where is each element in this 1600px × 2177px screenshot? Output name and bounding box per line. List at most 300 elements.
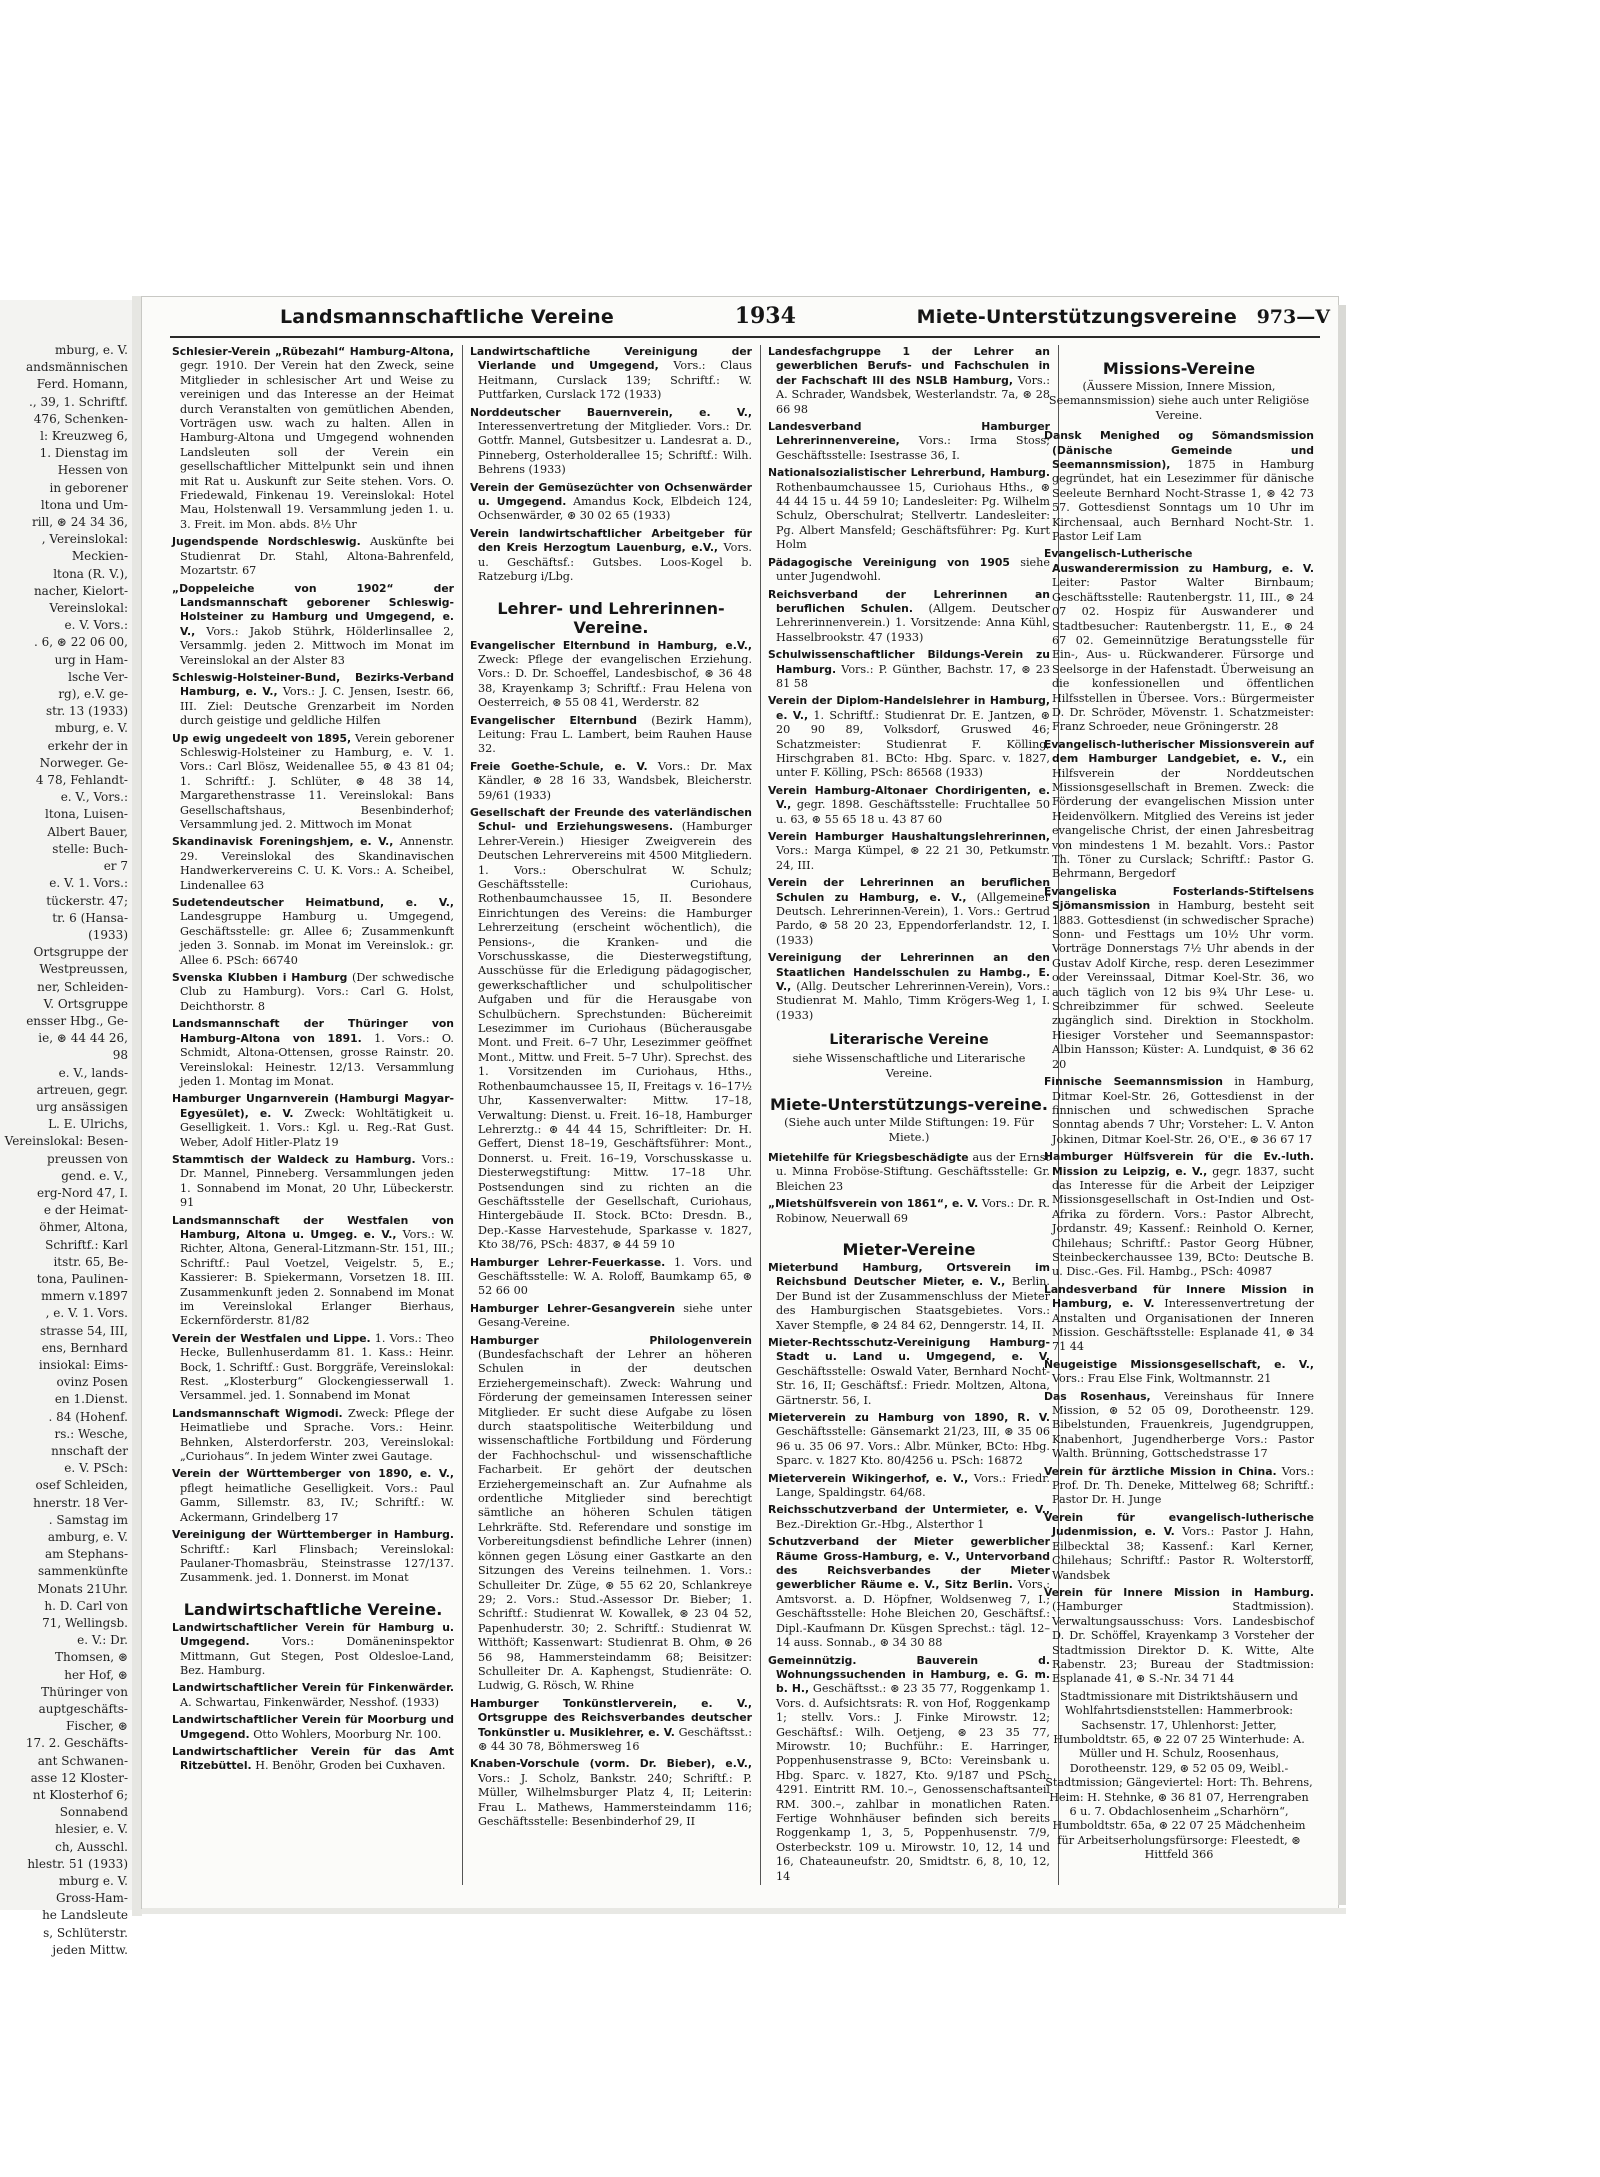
section-note: (Äussere Mission, Innere Mission, Seemannsmission) siehe auch unter Religiöse Vereine. xyxy=(1048,380,1310,422)
directory-entry xyxy=(768,466,1050,552)
directory-entry xyxy=(172,971,454,1014)
entry-body: Vors. u. Geschäftsf.: Gutsbes. Loos-Kogel b. Ratzeburg i/Lbg. xyxy=(478,541,752,584)
fragment-line: 476, Schenken- xyxy=(33,411,128,426)
entry-body: 1. Schriftf.: Studienrat Dr. E. Jantzen, ⊛ 20 90 89, Volksdorf, Gruswed 46; Schatzmeister: Studienrat F. Kölling, Hirschgraben 81. BCto: Hbg. Sparc. v. 1827, unter F. Kölling, PSch: 86568 (1933) xyxy=(776,708,1050,780)
entry-title: Pädagogische Vereinigung von 1905 xyxy=(768,555,1010,569)
directory-entry xyxy=(768,830,1050,873)
directory-entry xyxy=(470,481,752,524)
fragment-line: hnerstr. 18 Ver- xyxy=(33,1495,128,1510)
directory-entry xyxy=(768,648,1050,691)
entry-body: Verein geborener Schleswig-Holsteiner zu Hamburg, e. V. 1. Vors.: Carl Blösz, Weidenallee 55, ⊛ 43 81 04; 1. Schriftf.: J. Schlüter, ⊛ 48 38 14, Margarethenstrasse 11. Vereinslokal: Bans Gesellschaftshaus, Besenbinderhof; Versammlung jed. 2. Mittwoch im Monat xyxy=(180,731,455,831)
entry-body: Vors.: Irma Stoss; Geschäftsstelle: Isestrasse 36, I. xyxy=(776,434,1050,462)
entry-body: ein Hilfsverein der Norddeutschen Missionsgesellschaft in Bremen. Zweck: die Förderung der evangelischen Mission unter Heidenvölkern. Mitglied des Vereins ist jeder evangelische Christ, der einen Jahresbeitrag von mindestens 1 M. bezahlt. Vors.: Pastor Th. Töner zu Curslack; Schriftf.: Pastor G. Behrmann, Bergedorf xyxy=(1052,752,1315,881)
entry-title: Landesfachgruppe 1 der Lehrer an gewerblichen Berufs- und Fachschulen in der Fachschaft III des NSLB Hamburg, xyxy=(768,345,1050,387)
entry-body: Vors.: Dr. R. Robinow, Neuerwall 69 xyxy=(776,1197,1050,1225)
entry-title: Reichsverband der Lehrerinnen an beruflichen Schulen. xyxy=(768,587,1050,615)
fragment-line: str. 13 (1933) xyxy=(45,704,128,719)
directory-entry xyxy=(470,760,752,803)
fragment-line: e. V., lands- xyxy=(58,1065,128,1080)
fragment-line: nacher, Kielort- xyxy=(33,583,128,598)
fragment-line: insiokal: Eims- xyxy=(38,1357,128,1372)
fragment-line: andsmännischen xyxy=(26,360,128,375)
entry-title: Mieter-Rechtsschutz-Vereinigung Hamburg-Stadt u. Land u. Umgegend, e. V. xyxy=(768,1335,1050,1364)
fragment-line: Hessen von xyxy=(57,463,128,478)
directory-entry xyxy=(1044,429,1314,544)
entry-title: Verein für Innere Mission in Hamburg. xyxy=(1044,1585,1314,1599)
entry-body: Vors.: Dr. Mannel, Pinneberg. Versammlungen jeden 1. Sonnabend im Monat, 20 Uhr, Lübeckerstr. 91 xyxy=(180,1152,454,1210)
fragment-line: urg in Ham- xyxy=(54,652,128,667)
fragment-line: artreuen, gegr. xyxy=(36,1082,128,1097)
fragment-line: e der Heimat- xyxy=(43,1203,128,1218)
entry-body: aus der Ernst u. Minna Froböse-Stiftung. Geschäftsstelle: Gr. Bleichen 23 xyxy=(776,1150,1051,1193)
column-3 xyxy=(768,345,1050,1890)
directory-entry xyxy=(172,582,454,668)
fragment-line: itstr. 65, Be- xyxy=(53,1254,128,1269)
entry-body: Vors.: J. Scholz, Bankstr. 240; Schriftf.: P. Müller, Wilhelmsburger Platz 4, II; Leiterin: Frau L. Mathews, Hammersteindamm 116; Geschäftsstelle: Besenbinderhof 29, II xyxy=(478,1771,752,1828)
section-heading: Lehrer- und Lehrerinnen-Vereine. xyxy=(497,598,725,637)
fragment-line: nnschaft der xyxy=(51,1444,128,1458)
entry-title: „Mietshülfsverein von 1861“, e. V. xyxy=(768,1197,979,1211)
entry-title: Schutzverband der Mieter gewerblicher Räume Gross-Hamburg, e. V., Untervorband des Reichsverbandes der Mieter gewerblicher Räume e. V., Sitz Berlin. xyxy=(768,1535,1050,1592)
directory-entry xyxy=(172,1153,454,1211)
fragment-line: Vereinslokal: Besen- xyxy=(4,1134,128,1149)
entry-body: (Hamburger Lehrer-Verein.) Hiesiger Zweigverein des Deutschen Lehrervereins mit 4500 Mitgliedern. 1. Vors.: Oberschulrat W. Schulz; Geschäftsstelle: Curiohaus, Rothenbaumchaussee 15, II. Besondere Einrichtungen des Vereins: die Hamburger Lehrerzeitung (erscheint wöchentlich), die Pensions-, die Kranken- und die Vorschusskasse, die Diesterwegstiftung, Ausschüsse für die Erledigung pädagogischer, gewerkschaftlicher und schulpolitischer Aufgaben und für die Herausgabe von Schulbüchern. Sprechstunden: Büchereimit Lesezimmer im Curiohaus (Bücherausgabe Mont. und Freit. 6–7 Uhr, Lesezimmer geöffnet Mont., Mittw. und Freit. 5–7 Uhr). Sprechst. des 1. Vorsitzenden im Curiohaus, Hths., Rothenbaumchaussee 15, II, Freitags v. 16–17½ Uhr, Kassenverwalter: Mittw. 17–18, Verwaltung: Dienst. u. Freit. 16–18, Hamburger Lehrerztg.: ⊛ 44 44 15, Schriftleiter: Dr. H. Geffert, Dienst 18–19, Geschäftsführer: Mont., Donnerst. u. Freit. 16–19, Vorschusskasse u. Diesterwegstiftung: Mittw. 17–18 Uhr. Postsendungen sind zu richten an die Geschäftsstelle der Gesellschaft, Curiohaus, Hintergebäude II. Stock. BCto: Dresdn. B., Dep.-Kasse Harvestehude, Sparkasse v. 1827, Kto 38/76, PSch: 4837, ⊛ 44 59 10 xyxy=(478,820,752,1252)
directory-entry xyxy=(172,1713,454,1742)
entry-body: Amandus Kock, Elbdeich 124, Ochsenwärder, ⊛ 30 02 65 (1933) xyxy=(478,495,752,523)
entry-title: Landwirtschaftlicher Verein für Hamburg u. Umgegend. xyxy=(172,1620,454,1649)
entry-title: Schlesier-Verein „Rübezahl“ Hamburg-Altona, xyxy=(172,345,454,358)
entry-title: Evangelischer Elternbund in Hamburg, e.V., xyxy=(470,638,752,652)
entry-body: Vors.: W. Richter, Altona, General-Litzmann-Str. 151, III.; Schriftf.: Paul Voetzel, Veigelstr. 5, E.; Kassierer: B. Spiekermann, Vorsetzen 18. III. Zusammenkunft jeden 2. Sonnabend im Monat im Vereinslokal Erlanger Bierhaus, Eckernförderstr. 81/82 xyxy=(180,1227,454,1328)
entry-body: Vors.: Frau Else Fink, Woltmannstr. 21 xyxy=(1052,1372,1272,1386)
fragment-line: 1. Dienstag im xyxy=(39,446,128,461)
fragment-line: Meckien- xyxy=(71,549,128,564)
fragment-line: mburg, e. V. xyxy=(55,343,128,357)
entry-title: Sudetendeutscher Heimatbund, e. V., xyxy=(172,896,454,910)
entry-title: Vereinigung der Württemberger in Hamburg. xyxy=(172,1528,454,1542)
directory-entry xyxy=(470,1256,752,1299)
entry-body: Schriftf.: Karl Flinsbach; Vereinslokal: Paulaner-Thomasbräu, Steinstrasse 127/137. Zusammenk. jed. 1. Donnerst. im Monat xyxy=(180,1542,454,1585)
entry-body: Vors.: Friedr. Lange, Spaldingstr. 64/68. xyxy=(776,1471,1050,1500)
directory-entry xyxy=(172,835,454,893)
entry-title: Evangeliska Fosterlands-Stiftelsens Sjömansmission xyxy=(1044,884,1314,913)
directory-entry xyxy=(172,1621,454,1679)
column-1 xyxy=(172,345,454,1890)
column-divider xyxy=(462,345,463,1885)
fragment-line: preussen von xyxy=(47,1151,128,1166)
entry-body: (Bezirk Hamm), Leitung: Frau L. Lambert, beim Rauhen Hause 32. xyxy=(478,713,752,756)
fragment-line: Gross-Ham- xyxy=(56,1891,128,1906)
page-bottom-edge xyxy=(142,1908,1346,1914)
entry-body: Vors.: Dr. Max Kändler, ⊛ 28 16 33, Wandsbek, Bleicherstr. 59/61 (1933) xyxy=(478,759,752,802)
directory-entry xyxy=(172,896,454,968)
entry-body: Interessenvertretung der Mitglieder. Vors.: Dr. Gottfr. Mannel, Gutsbesitzer u. Landesrat a. D., Pinneberg, Osterholderallee 15; Schriftf.: Wilh. Behrens (1933) xyxy=(478,420,752,477)
fragment-line: hlestr. 51 (1933) xyxy=(27,1856,128,1871)
fragment-line: he Landsleute xyxy=(42,1908,128,1923)
entry-body: Vereinshaus für Innere Mission, ⊛ 52 05 09, Dorotheenstr. 129. Bibelstunden, Frauenkreis, Jugendgruppen, Knabenhort, Jugendherberge Vors.: Pastor Walth. Brünning, Gottschedstrasse 17 xyxy=(1052,1389,1314,1461)
fragment-line: her Hof, ⊛ xyxy=(64,1667,128,1682)
entry-body: gegr. 1910. Der Verein hat den Zweck, seine Mitglieder in schlesischer Art und Weise zu vereinigen und das Interesse an der Heimat durch Veranstalten von gemütlichen Abenden, Vorträgen usw. wach zu halten. Allen in Hamburg-Altona und Umgegend wohnenden Landsleuten soll der Verein ein gesellschaftlicher Mittelpunkt sein und ihnen mit Rat u. Auskunft zur Seite stehen. Vors. O. Friedewald, Finkenau 19. Vereinslokal: Hotel Mau, Holstenwall 19. Versammlung jeden 1. u. 3. Freit. im Mon. abds. 8½ Uhr xyxy=(180,359,454,531)
entry-body: Geschäftsstelle: Oswald Vater, Bernhard Nocht-Str. 16, II; Geschäftsf.: Friedr. Moltzen, Altona, Gärtnerstr. 56, I. xyxy=(776,1364,1050,1407)
column-2 xyxy=(470,345,752,1890)
fragment-line: nt Klosterhof 6; xyxy=(32,1788,128,1803)
directory-entry xyxy=(768,1197,1050,1226)
entry-title: Freie Goethe-Schule, e. V. xyxy=(470,759,648,773)
fragment-line: 4 78, Fehlandt- xyxy=(35,773,128,788)
directory-page xyxy=(142,297,1338,1908)
entry-title: Verein landwirtschaftlicher Arbeitgeber für den Kreis Herzogtum Lauenburg, e.V., xyxy=(470,526,752,555)
entry-body: 1. Vors.: O. Schmidt, Altona-Ottensen, grosse Rainstr. 20. Vereinslokal: Heinestr. 12/13. Versammlung jeden 1. Montag im Monat. xyxy=(180,1031,454,1088)
fragment-line: ensser Hbg., Ge- xyxy=(26,1013,128,1028)
column-4 xyxy=(1044,345,1314,1890)
entry-title: Verein der Württemberger von 1890, e. V., xyxy=(172,1467,454,1481)
entry-body: (Allgemeiner Deutsch. Lehrerinnen-Verein), 1. Vors.: Gertrud Pardo, ⊛ 58 20 23, Eppendorferlandstr. 12, I. (1933) xyxy=(776,890,1051,947)
fragment-line: ltona (R. V.), xyxy=(53,566,128,581)
entry-title: Landesverband für Innere Mission in Hamburg, e. V. xyxy=(1044,1282,1314,1311)
fragment-line: stelle: Buch- xyxy=(52,841,128,856)
entry-body: Landesgruppe Hamburg u. Umgegend, Geschäftsstelle: gr. Allee 6; Zusammenkunft jeden 3. Sonnab. im Monat im Vereinslok.: gr. Allee 6. PSch: 66740 xyxy=(180,910,454,967)
fragment-line: mburg e. V. xyxy=(58,1874,128,1889)
fragment-line: 98 xyxy=(112,1048,128,1063)
page-number: 973—V xyxy=(1256,306,1330,328)
fragment-line: . 6, ⊛ 22 06 00, xyxy=(33,635,128,650)
fragment-line: l: Kreuzweg 6, xyxy=(40,429,128,444)
fragment-line: . Samstag im xyxy=(48,1512,128,1527)
entry-body: (Bundesfachschaft der Lehrer an höheren Schulen in der deutschen Erziehergemeinschaft). Zweck: Wahrung und Förderung der gemeinsamen Interessen seiner Mitglieder. Er sucht diese Aufgabe zu lösen durch staatspolitische Weiterbildung und wissenschaftliche Fortbildung und Förderung der Fachhochschul- und wissenschaftliche Facharbeit. Er gehört der deutschen Erziehergemeinschaft an. Zur Aufnahme als ordentliche Mitglieder sind berechtigt sämtliche an höheren Schulen tätigen Lehrkräfte. Std. Referendare und sonstige im Vorbereitungsdienst befindliche Lehrer (innen) können gegen Lösung einer Gastkarte an den Sitzungen des Vereins teilnehmen. 1. Vors.: Schulleiter Dr. Züge, ⊛ 55 62 20, Schlankreye 29; 2. Vors.: Stud.-Assessor Dr. Bieber; 1. Schriftf.: Studienrat W. Kowallek, ⊛ 23 04 52, Papenhuderstr. 30; 2. Schriftf.: Studienrat W. Witthöft; Kassenwart: Studienrat B. Ohm, ⊛ 26 56 98, Hammersteindamm 68; Beisitzer: Schulleiter Dr. A. Kaphengst, Studienräte: O. Ludwig, G. Rösch, W. Rhine xyxy=(478,1348,752,1693)
entry-title: Nationalsozialistischer Lehrerbund, Hamburg. xyxy=(768,466,1050,480)
entry-title: Up ewig ungedeelt von 1895, xyxy=(172,731,352,745)
fragment-line: rs.: Wesche, xyxy=(54,1426,128,1441)
fragment-line: rg), e.V. ge- xyxy=(58,687,128,702)
entry-title: Evangelisch-Lutherische Auswanderermission zu Hamburg, e. V. xyxy=(1044,547,1314,575)
entry-title: Stammtisch der Waldeck zu Hamburg. xyxy=(172,1152,416,1166)
entry-title: Evangelisch-lutherischer Missionsverein auf dem Hamburger Landgebiet, e. V., xyxy=(1044,737,1314,766)
entry-body: Vors.: Marga Kümpel, ⊛ 22 21 30, Petkumstr. 24, III. xyxy=(776,844,1050,872)
entry-title: Hamburger Tonkünstlerverein, e. V., Ortsgruppe des Reichsverbandes deutscher Tonkünstler u. Musiklehrer, e. V. xyxy=(470,1696,752,1739)
entry-title: Neugeistige Missionsgesellschaft, e. V., xyxy=(1044,1357,1314,1371)
entry-title: Verein der Lehrerinnen an beruflichen Schulen zu Hamburg, e. V., xyxy=(768,876,1050,904)
entry-title: Landwirtschaftliche Vereinigung der Vierlande und Umgegend, xyxy=(470,345,752,373)
previous-page-fragment xyxy=(0,300,135,1957)
directory-entry xyxy=(768,1535,1050,1650)
fragment-line: ovinz Posen xyxy=(56,1375,128,1390)
entry-body: H. Benöhr, Groden bei Cuxhaven. xyxy=(251,1759,446,1773)
directory-entry xyxy=(172,1332,454,1404)
directory-entry xyxy=(1044,1511,1314,1583)
entry-body: Bez.-Direktion Gr.-Hbg., Alsterthor 1 xyxy=(776,1517,985,1531)
directory-entry xyxy=(470,806,752,1253)
directory-entry xyxy=(470,1697,752,1755)
directory-entry xyxy=(172,345,454,532)
directory-entry xyxy=(470,1302,752,1331)
entry-title: Verein Hamburger Haushaltungslehrerinnen, xyxy=(768,830,1050,843)
section-note: Stadtmissionare mit Distriktshäusern und Wohlfahrtsdienststellen: Hammerbrook: Sachsenstr. 17, Uhlenhorst: Jetter, Humboldtstr. 65, ⊛ 22 07 25 Winterhude: A. Müller und H. Schulz, Roosenhaus, Dorotheenstr. 129, ⊛ 52 05 09, Weibl.-Stadtmission; Gängeviertel: Hort: Th. Behrens, Heim: H. Stehnke, ⊛ 36 81 07, Herrengraben 6 u. 7. Obdachlosenheim „Scharhörn“, Humboldtstr. 65a, ⊛ 22 07 25 Mädchenheim für Arbeitserholungsfürsorge: Fleestedt, ⊛ Hittfeld 366 xyxy=(1045,1689,1313,1862)
fragment-line: e. V. Vors.: xyxy=(64,618,128,633)
entry-body: Vors.: Amtsvorst. a. D. Höpfner, Woldsenweg 7, I.; Geschäftsstelle: Hohe Bleichen 20, Geschäftsf.: Dipl.-Kaufmann Dr. Küsgen Sprechst.: tägl. 12–14 auss. Sonnab., ⊛ 34 30 88 xyxy=(776,1578,1050,1650)
fragment-line: amburg, e. V. xyxy=(47,1530,128,1545)
entry-title: Jugendspende Nordschleswig. xyxy=(172,535,361,549)
directory-entry xyxy=(768,1261,1050,1333)
directory-entry xyxy=(172,1214,454,1329)
fragment-line: mburg, e. V. xyxy=(55,721,128,736)
entry-body: Zweck: Pflege der Heimatliebe und Sprache. Vors.: Heinr. Behnken, Alsterdorferstr. 203, Vereinslokal: „Curiohaus“. In jedem Winter zwei Gautage. xyxy=(180,1406,454,1464)
entry-body: Rothenbaumchaussee 15, Curiohaus Hths., ⊛ 44 44 15 u. 44 59 10; Landesleiter: Pg. Wilhelm Schulz, Oberschulrat; Stellvertr. Landesleiter: Pg. Albert Mansfeld; Geschäftsführer: Pg. Kurt Holm xyxy=(776,480,1050,552)
fragment-line: asse 12 Kloster- xyxy=(30,1770,128,1785)
fragment-line: ch, Ausschl. xyxy=(55,1839,128,1854)
directory-entry xyxy=(1044,1150,1314,1280)
directory-entry xyxy=(172,1681,454,1710)
fragment-line: ltona, Luisen- xyxy=(45,807,128,822)
fragment-line: Ferd. Homann, xyxy=(36,377,128,392)
fragment-line: Thomsen, ⊛ xyxy=(54,1650,128,1665)
directory-entry xyxy=(172,732,454,833)
fragment-line: . 84 (Hohenf. xyxy=(48,1409,128,1424)
entry-title: Verein für ärztliche Mission in China. xyxy=(1044,1464,1277,1478)
entry-body: pflegt heimatliche Geselligkeit. Vors.: Paul Gamm, Sillemstr. 83, IV.; Schriftf.: W. Ackermann, Grindelberg 17 xyxy=(180,1481,454,1524)
directory-entry xyxy=(172,535,454,578)
fragment-line: erkehr der in xyxy=(47,738,128,753)
entry-title: Svenska Klubben i Hamburg xyxy=(172,971,348,985)
entry-body: Berlin. Der Bund ist der Zusammenschluss der Mieter des Hamburgischen Staatsgebietes. Vors.: Xaver Stempfle, ⊛ 24 84 62, Denngerstr. 14, II. xyxy=(776,1275,1050,1332)
entry-title: Hamburger Lehrer-Feuerkasse. xyxy=(470,1255,666,1269)
fragment-line: erg-Nord 47, I. xyxy=(37,1185,128,1200)
entry-title: Landsmannschaft der Westfalen von Hamburg, Altona u. Umgeg. e. V., xyxy=(172,1213,454,1241)
entry-title: Landwirtschaftlicher Verein für das Amt Ritzebüttel. xyxy=(172,1744,454,1773)
fragment-line: lsche Ver- xyxy=(68,669,128,684)
header-year: 1934 xyxy=(734,303,796,329)
fragment-line: Sonnabend xyxy=(59,1805,128,1820)
entry-title: Norddeutscher Bauernverein, e. V., xyxy=(470,405,752,419)
directory-entry xyxy=(768,1336,1050,1408)
directory-entry xyxy=(470,345,752,403)
fragment-line: auptgeschäfts- xyxy=(38,1702,128,1717)
entry-title: Verein der Diplom-Handelslehrer in Hamburg, e. V., xyxy=(768,694,1050,722)
entry-body: siehe unter Jugendwohl. xyxy=(776,555,1050,584)
entry-title: Mietehilfe für Kriegsbeschädigte xyxy=(768,1150,969,1164)
directory-entry xyxy=(1044,738,1314,882)
directory-entry xyxy=(1044,1465,1314,1508)
fragment-line: sammenkünfte xyxy=(38,1564,128,1579)
entry-body: gegr. 1837, sucht das Interesse für die Arbeit der Leipziger Missionsgesellschaft in Ost-Indien und Ost-Afrika zu fördern. Vors.: Pastor Albrecht, Jordanstr. 49; Kassenf.: Reinhold O. Kerner, Chilehaus; Schriftf.: Pastor Georg Hübner, Steinbeckerchaussee 139, BCto: Deutsche B. u. Disc.-Ges. Fil. Hambg., PSch: 40987 xyxy=(1052,1164,1314,1279)
fragment-line: ant Schwanen- xyxy=(37,1753,128,1768)
fragment-line: s, Schlüterstr. xyxy=(43,1925,128,1940)
entry-title: „Doppeleiche von 1902“ der Landsmannschaft geborener Schleswig-Holsteiner zu Hamburg und Umgegend, e. V., xyxy=(172,581,454,638)
entry-body: in Hamburg, besteht seit 1883. Gottesdienst (in schwedischer Sprache) Sonn- und Festtags um 10½ Uhr vorm. Vorträge Donnerstags 7½ Uhr abends in der Gustav Adolf Kirche, resp. deren Lesezimmer oder Vereinssaal, Ditmar Koel-Str. 36, wo auch täglich von 12 bis 9¾ Uhr Lese- u. Schreibzimmer für schwed. Seeleute zugänglich sind. Direktion in Stockholm. Hiesiger Vorsteher und Seemannspastor: Albin Hansson; Küster: A. Lundquist, ⊛ 36 62 20 xyxy=(1052,899,1314,1071)
entry-title: Reichsschutzverband der Untermieter, e. V., xyxy=(768,1503,1050,1517)
directory-entry xyxy=(470,527,752,585)
fragment-line: Norweger. Ge- xyxy=(39,755,128,770)
fragment-line: 17. 2. Geschäfts- xyxy=(25,1736,128,1751)
fragment-line: e. V. 1. Vors.: xyxy=(49,876,128,891)
fragment-line: e. V. PSch: xyxy=(64,1461,128,1476)
fragment-line: öhmer, Altona, xyxy=(39,1220,128,1235)
fragment-line: L. E. Ulrichs, xyxy=(48,1117,128,1132)
header-rule xyxy=(170,336,1320,338)
directory-entry xyxy=(768,1151,1050,1194)
directory-entry xyxy=(768,556,1050,585)
entry-title: Skandinavisk Foreningshjem, e. V., xyxy=(172,835,394,849)
directory-entry xyxy=(1044,1586,1314,1687)
fragment-line: strasse 54, III, xyxy=(39,1323,128,1338)
fragment-line: jeden Mittw. xyxy=(52,1942,128,1957)
entry-title: Landesverband Hamburger Lehrerinnenvereine, xyxy=(768,420,1050,448)
fragment-line: am Stephans- xyxy=(45,1547,128,1562)
fragment-line: , e. V. 1. Vors. xyxy=(45,1306,128,1321)
directory-entry xyxy=(768,1411,1050,1469)
entry-title: Landwirtschaftlicher Verein für Moorburg und Umgegend. xyxy=(172,1713,454,1741)
header-left-title: Landsmannschaftliche Vereine xyxy=(280,306,614,328)
running-header xyxy=(280,303,1330,331)
directory-entry xyxy=(172,1407,454,1465)
entry-body: (Allg. Deutscher Lehrerinnen-Verein), Vors.: Studienrat M. Mahlo, Timm Krögers-Weg 1, I. (1933) xyxy=(776,980,1050,1022)
entry-body: Geschäftsstelle: Gänsemarkt 21/23, III, ⊛ 35 06 96 u. 35 06 97. Vors.: Albr. Münker, BCto: Hbg. Sparc. v. 1827 Kto. 80/4256 u. PSch: 16872 xyxy=(776,1425,1050,1468)
directory-entry xyxy=(470,406,752,478)
entry-title: Landwirtschaftlicher Verein für Finkenwärder. xyxy=(172,1681,454,1695)
directory-entry xyxy=(768,694,1050,780)
entry-title: Gesellschaft der Freunde des vaterländischen Schul- und Erziehungswesens. xyxy=(470,805,752,834)
entry-title: Knaben-Vorschule (vorm. Dr. Bieber), e.V., xyxy=(470,1757,752,1771)
fragment-line: tona, Paulinen- xyxy=(36,1271,128,1286)
entry-body: 1875 in Hamburg gegründet, hat ein Lesezimmer für dänische Seeleute Bernhard Nocht-Strasse 1, ⊛ 42 73 57. Gottesdienst Sonntags um 10 Uhr im Kirchensaal, auch Bernhard Nocht-Str. 1. Pastor Leif Lam xyxy=(1052,458,1314,544)
entry-title: Vereinigung der Lehrerinnen an den Staatlichen Handelsschulen zu Hambg., E. V., xyxy=(768,951,1050,994)
entry-body: Vors.: Jakob Stührk, Hölderlinsallee 2, Versammlg. jeden 2. Mittwoch im Monat im Vereinslokal an der Alster 83 xyxy=(180,624,454,667)
entry-title: Schulwissenschaftlicher Bildungs-Verein zu Hamburg. xyxy=(768,648,1050,676)
section-heading: Miete-Unterstützungs-vereine. xyxy=(770,1095,1048,1115)
entry-body: 1. Vors.: Theo Hecke, Bullenhuserdamm 81. 1. Kass.: Heinr. Bock, 1. Schriftf.: Gust. Borggräfe, Vereinslokal: Rest. „Klosterburg“ Glockengiesserwall 1. Versammel. jed. 1. Sonnabend im Monat xyxy=(180,1331,454,1403)
fragment-line: Albert Bauer, xyxy=(47,824,128,839)
entry-body: Interessenvertretung der Anstalten und Organisationen der Inneren Mission. Geschäftsstelle: Esplanade 41, ⊛ 34 71 44 xyxy=(1052,1297,1314,1354)
directory-entry xyxy=(172,1745,454,1774)
section-heading: Missions-Vereine xyxy=(1102,359,1256,378)
fragment-line: 71, Wellingsb. xyxy=(42,1616,128,1631)
fragment-line: hlesier, e. V. xyxy=(55,1822,128,1837)
fragment-line: ie, ⊛ 44 44 26, xyxy=(38,1031,128,1046)
fragment-line: , Vereinslokal: xyxy=(41,532,128,547)
entry-body: Vors.: A. Schrader, Wandsbek, Westerlandstr. 7a, ⊛ 28 66 98 xyxy=(776,373,1050,416)
entry-body: Vors.: Pastor J. Hahn, Eilbecktal 38; Kassenf.: Karl Kerner, Chilehaus; Schriftf.: Pastor R. Wolterstorff, Wandsbek xyxy=(1052,1525,1314,1582)
entry-title: Verein für evangelisch-lutherische Judenmission, e. V. xyxy=(1044,1510,1314,1539)
directory-entry xyxy=(1044,1075,1314,1147)
section-heading: Mieter-Vereine xyxy=(842,1239,976,1259)
fragment-line: Thüringer von xyxy=(41,1684,128,1699)
directory-entry xyxy=(172,1467,454,1525)
entry-title: Verein Hamburg-Altonaer Chordirigenten, e. V., xyxy=(768,783,1050,812)
fragment-line: h. D. Carl von xyxy=(44,1598,128,1613)
directory-entry xyxy=(768,1472,1050,1501)
fragment-line: er 7 xyxy=(103,859,128,874)
entry-title: Hamburger Lehrer-Gesangverein xyxy=(470,1301,676,1315)
fragment-line: in geborener xyxy=(49,480,128,495)
directory-entry xyxy=(768,784,1050,827)
directory-entry xyxy=(768,345,1050,417)
header-right-title: Miete-Unterstützungsvereine xyxy=(916,306,1237,328)
fragment-line: Fischer, ⊛ xyxy=(66,1719,128,1734)
entry-body: A. Schwartau, Finkenwärder, Nesshof. (1933) xyxy=(180,1695,440,1709)
entry-title: Verein der Westfalen und Lippe. xyxy=(172,1331,371,1345)
directory-entry xyxy=(1044,547,1314,734)
fragment-line: gend. e. V., xyxy=(61,1168,128,1183)
fragment-line: V. Ortsgruppe xyxy=(43,996,128,1011)
fragment-line: osef Schleiden, xyxy=(35,1478,128,1493)
entry-body: Otto Wohlers, Moorburg Nr. 100. xyxy=(249,1727,442,1741)
directory-entry xyxy=(1044,1390,1314,1462)
directory-entry xyxy=(768,588,1050,646)
directory-entry xyxy=(1044,1283,1314,1355)
entry-body: Geschäftsst.: ⊛ 23 35 77, Roggenkamp 1. Vors. d. Aufsichtsrats: R. von Hof, Roggenkamp 1; stellv. Vors.: J. Finke Mirowstr. 12; Geschäftsf.: Wilh. Oetjeng, ⊛ 23 35 77, Mirowstr. 10; Buchführ.: E. Harringer, Poppenhusenstrasse 9, BCto: Vereinsbank u. Hbg. Sparc. v. 1827, Kto. 9/187 und PSch: 4291. Eintritt RM. 10.–, Genossenschaftsanteil RM. 300.–, zahlbar in monatlichen Raten. Fertige Wohnhäuser befinden sich bereits Roggenkamp 1, 3, 5, Poppenhusenstr. 7/9, Osterbeckstr. 109 u. Mirowstr. 10, 12, 14 und 16, Chateauneufstr. 20, Smidtstr. 6, 8, 10, 12, 14 xyxy=(776,1682,1050,1883)
entry-title: Verein der Gemüsezüchter von Ochsenwärder u. Umgegend. xyxy=(470,480,752,509)
fragment-line: Schriftf.: Karl xyxy=(45,1237,128,1252)
entry-body: 1. Vors. und Geschäftsstelle: W. A. Roloff, Baumkamp 65, ⊛ 52 66 00 xyxy=(478,1255,752,1298)
directory-entry xyxy=(172,1092,454,1150)
entry-body: Vors.: Prof. Dr. Th. Deneke, Mittelweg 68; Schriftf.: Pastor Dr. H. Junge xyxy=(1052,1464,1314,1507)
entry-body: Leiter: Pastor Walter Birnbaum; Geschäftsstelle: Rautenbergstr. 11, III., ⊛ 24 07 02. Hospiz für Auswanderer und Stadtbesucher: Rautenbergstr. 11, E., ⊛ 24 67 02. Gemeinnützige Beratungsstelle für Ein-, Aus- u. Rückwanderer. Fürsorge und Seelsorge in der Hafenstadt. Überweisung an die konfessionellen und öffentlichen Hilfsstellen in Übersee. Vors.: Bürgermeister D. Dr. Schröder, Mövenstr. 1. Schatzmeister: Franz Schroeder, neue Gröningerstr. 28 xyxy=(1052,576,1314,734)
fragment-line: ., 39, 1. Schriftf. xyxy=(29,394,128,409)
entry-body: Zweck: Pflege der evangelischen Erziehung. Vors.: D. Dr. Schoeffel, Landesbischof, ⊛ 36 48 38, Krayenkamp 3; Schriftf.: Frau Helena von Oesterreich, ⊛ 55 08 41, Werderstr. 82 xyxy=(478,652,752,710)
entry-title: Hamburger Philologenverein xyxy=(470,1333,752,1347)
entry-body: (Allgem. Deutscher Lehrerinnenverein.) 1. Vorsitzende: Anna Kühl, Hasselbrookstr. 47 (1933) xyxy=(776,601,1051,644)
fragment-line: e. V.: Dr. xyxy=(77,1633,128,1648)
fragment-line: (1933) xyxy=(88,927,128,942)
section-heading: Landwirtschaftliche Vereine. xyxy=(183,1599,443,1619)
entry-title: Hamburger Ungarnverein (Hamburgi Magyar-Egyesület), e. V. xyxy=(172,1092,454,1120)
previous-page-text xyxy=(0,342,128,1959)
entry-body: Geschäftsst.: ⊛ 44 30 78, Böhmersweg 16 xyxy=(478,1725,752,1753)
directory-entry xyxy=(172,1017,454,1089)
entry-title: Schleswig-Holsteiner-Bund, Bezirks-Verband Hamburg, e. V., xyxy=(172,670,454,699)
directory-entry xyxy=(768,420,1050,463)
page-edge xyxy=(1338,305,1346,1905)
directory-entry xyxy=(768,1654,1050,1885)
entry-title: Mieterverein Wikingerhof, e. V., xyxy=(768,1471,969,1485)
entry-body: Vors.: Domäneninspektor Mittmann, Gut Stegen, Post Oldesloe-Land, Bez. Hamburg. xyxy=(180,1635,454,1677)
fragment-line: ltona und Um- xyxy=(40,497,128,512)
directory-entry xyxy=(470,714,752,757)
directory-entry xyxy=(172,1528,454,1586)
fragment-line: e. V., Vors.: xyxy=(60,790,128,805)
entry-body: Vors.: Claus Heitmann, Curslack 139; Schriftf.: W. Puttfarken, Curslack 172 (1933) xyxy=(478,359,752,402)
fragment-line: rill, ⊛ 24 34 36, xyxy=(32,515,128,530)
section-heading: Literarische Vereine xyxy=(829,1032,989,1049)
entry-title: Hamburger Hülfsverein für die Ev.-luth. Mission zu Leipzig, e. V., xyxy=(1044,1150,1314,1178)
entry-title: Das Rosenhaus, xyxy=(1044,1389,1151,1403)
fragment-line: mmern v.1897 xyxy=(41,1289,128,1304)
directory-entry xyxy=(768,1503,1050,1532)
entry-body: gegr. 1898. Geschäftsstelle: Fruchtallee 50 u. 63, ⊛ 55 65 18 u. 43 87 60 xyxy=(776,798,1050,826)
fragment-line: Monats 21Uhr. xyxy=(37,1581,128,1596)
entry-title: Gemeinnützig. Bauverein d. Wohnungssuchenden in Hamburg, e. G. m. b. H., xyxy=(768,1653,1050,1696)
fragment-line: en 1.Dienst. xyxy=(54,1392,128,1407)
column-divider xyxy=(760,345,761,1885)
entry-title: Mieterbund Hamburg, Ortsverein im Reichsbund Deutscher Mieter, e. V., xyxy=(768,1260,1050,1289)
entry-title: Evangelischer Elternbund xyxy=(470,713,637,727)
entry-title: Landsmannschaft Wigmodi. xyxy=(172,1406,343,1420)
directory-entry xyxy=(470,1334,752,1694)
fragment-line: Westpreussen, xyxy=(39,962,128,977)
directory-entry xyxy=(768,951,1050,1023)
directory-entry xyxy=(470,639,752,711)
entry-body: (Der schwedische Club zu Hamburg). Vors.: Carl G. Holst, Deichthorstr. 8 xyxy=(180,971,454,1013)
entry-body: (Hamburger Stadtmission). Verwaltungsausschuss: Vors. Landesbischof D. Dr. Schöffel, Krayenkamp 3 Vorsteher der Stadtmission Direktor D. K. Witte, Alte Rabenstr. 23; Bureau der Stadtmission: Esplanade 41, ⊛ S.-Nr. 34 71 44 xyxy=(1052,1600,1314,1686)
fragment-line: ner, Schleiden- xyxy=(37,979,128,994)
entry-body: Annenstr. 29. Vereinslokal des Skandinavischen Handwerkervereins C. U. K. Vors.: A. Scheibel, Lindenallee 63 xyxy=(180,835,454,892)
fragment-line: tr. 6 (Hansa- xyxy=(52,910,128,925)
entry-body: Auskünfte bei Studienrat Dr. Stahl, Altona-Bahrenfeld, Mozartstr. 67 xyxy=(180,535,454,578)
fragment-line: tückerstr. 47; xyxy=(46,893,128,908)
book-binding xyxy=(132,296,142,1916)
fragment-line: Vereinslokal: xyxy=(49,601,128,616)
section-note: (Siehe auch unter Milde Stiftungen: 19. Für Miete.) xyxy=(784,1116,1034,1144)
entry-body: siehe unter Gesang-Vereine. xyxy=(478,1301,752,1330)
